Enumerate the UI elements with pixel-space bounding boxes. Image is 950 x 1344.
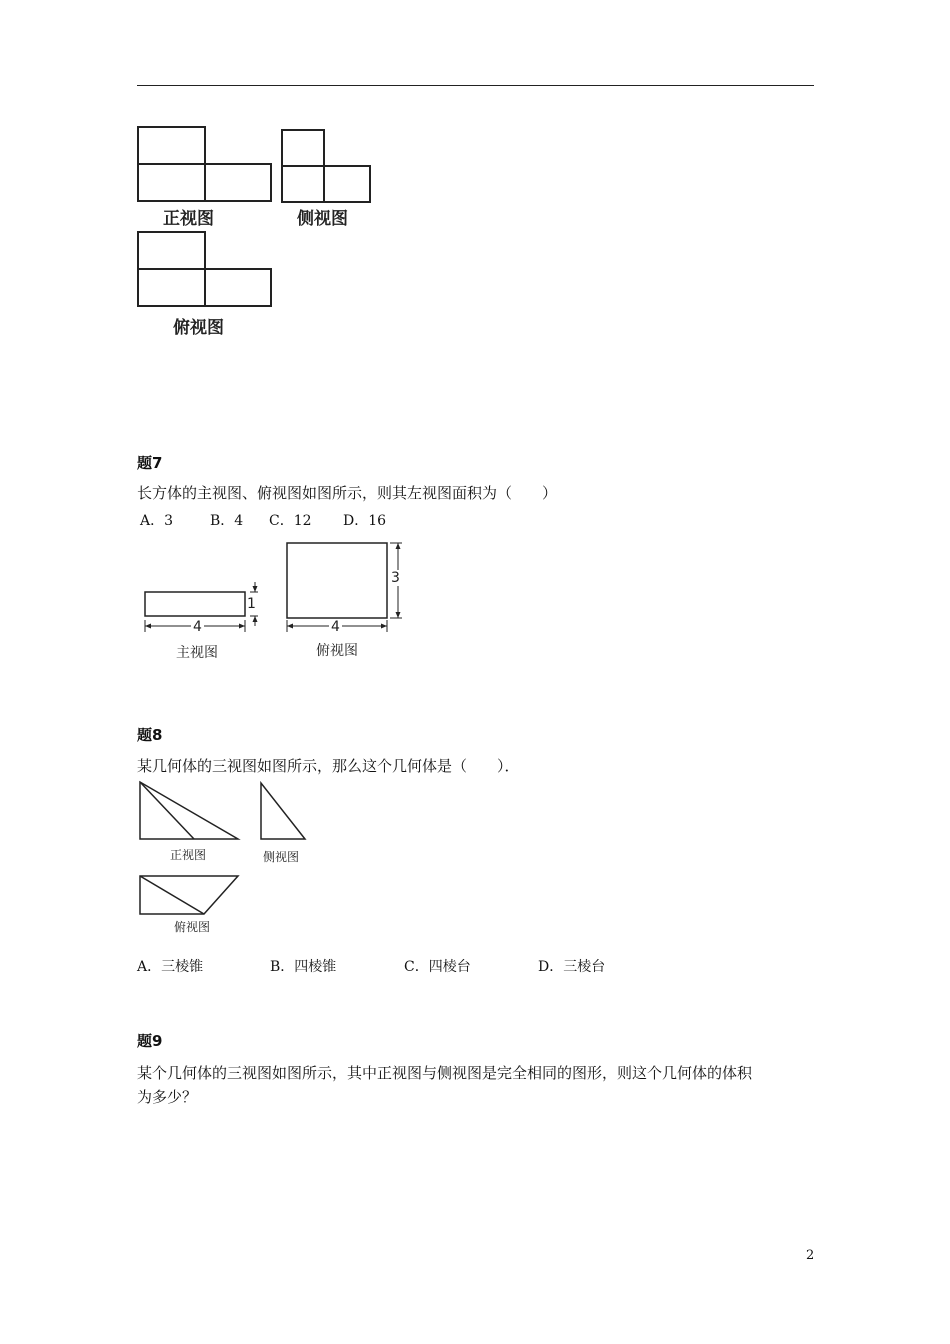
page-number: 2 xyxy=(806,1248,815,1263)
q7-top-height-label: 3 xyxy=(391,570,400,586)
question-8-text: 某几何体的三视图如图所示，那么这个几何体是（ ）． xyxy=(137,757,520,775)
question-9-text-line-1: 某个几何体的三视图如图所示，其中正视图与侧视图是完全相同的图形，则这个几何体的体积 xyxy=(137,1064,753,1082)
q8-side-view-drawing xyxy=(259,781,309,841)
side-view-drawing xyxy=(281,129,373,204)
question-8-option-b: B．四棱锥 xyxy=(270,959,337,975)
top-view-label: 俯视图 xyxy=(173,318,224,338)
q7-front-width-label: 4 xyxy=(193,619,202,635)
front-view-label: 正视图 xyxy=(163,209,214,229)
question-9-text-line-2: 为多少？ xyxy=(137,1088,198,1106)
header-rule xyxy=(137,85,814,86)
question-7-option-b: B．4 xyxy=(210,513,244,529)
question-8-title: 题8 xyxy=(137,726,163,744)
front-view-drawing xyxy=(137,126,273,204)
question-8-option-c: C．四棱台 xyxy=(404,959,471,975)
q8-top-view-drawing xyxy=(139,875,241,917)
top-view-drawing xyxy=(137,231,273,309)
q7-front-view-label: 主视图 xyxy=(176,645,218,661)
q7-front-height-label: 1 xyxy=(247,596,256,612)
question-9-title: 题9 xyxy=(137,1032,163,1050)
q7-top-width-label: 4 xyxy=(331,619,340,635)
question-7-text: 长方体的主视图、俯视图如图所示，则其左视图面积为（ ） xyxy=(137,484,558,502)
q8-front-view-drawing xyxy=(139,781,241,841)
q8-front-view-label: 正视图 xyxy=(170,848,207,862)
q7-top-view-label: 俯视图 xyxy=(316,643,358,659)
side-view-label: 侧视图 xyxy=(297,209,348,229)
q8-side-view-label: 侧视图 xyxy=(263,850,300,864)
q7-top-view-drawing xyxy=(282,540,407,632)
question-7-option-d: D．16 xyxy=(343,513,387,529)
question-8-option-d: D．三棱台 xyxy=(538,959,606,975)
question-7-option-a: A．3 xyxy=(140,513,174,529)
question-8-option-a: A．三棱锥 xyxy=(137,959,204,975)
question-7-title: 题7 xyxy=(137,454,163,472)
question-7-option-c: C．12 xyxy=(269,513,312,529)
q8-top-view-label: 俯视图 xyxy=(174,920,211,934)
